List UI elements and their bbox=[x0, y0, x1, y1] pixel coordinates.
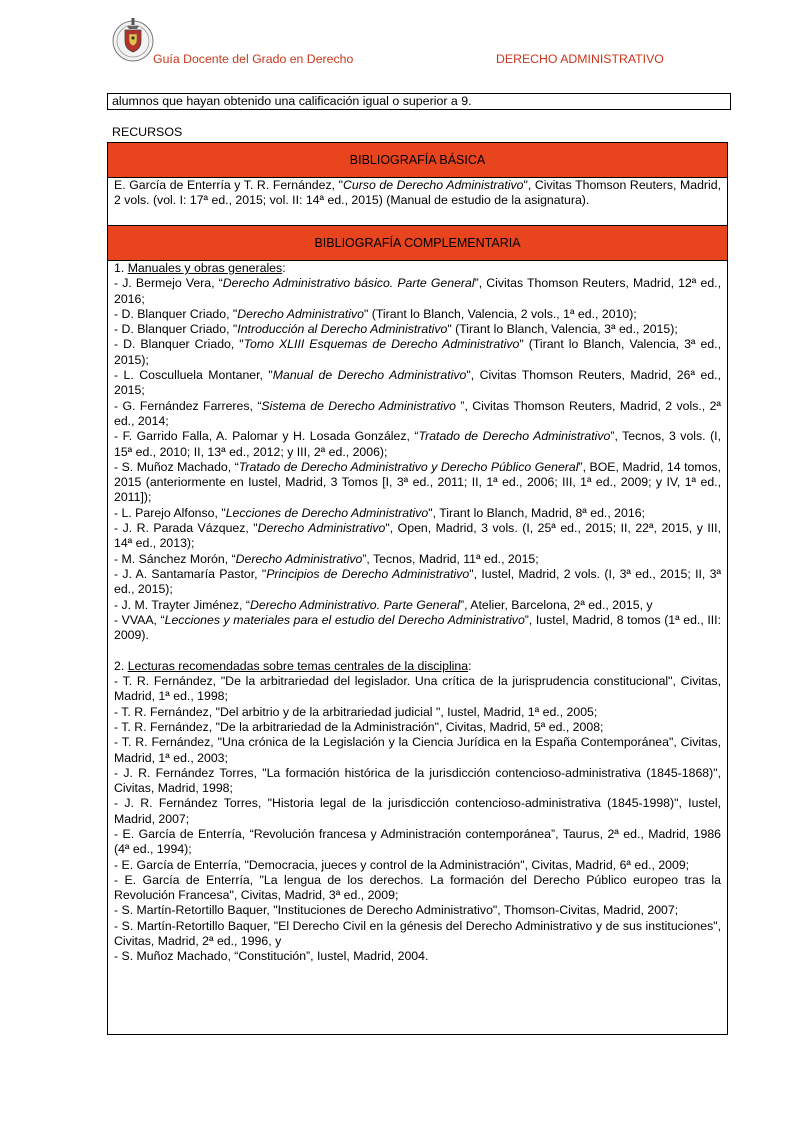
basic-bibliography-body bbox=[108, 178, 728, 226]
reference-entry: - J. R. Parada Vázquez, "Derecho Administrativo", Open, Madrid, 3 vols. (I, 25ª ed., 2015; II, 22ª, 2015, y III, 14ª ed., 2013); bbox=[114, 521, 722, 551]
section-2-list bbox=[114, 674, 721, 965]
complementary-bibliography-body bbox=[108, 261, 728, 1035]
reading-entry: - J. R. Fernández Torres, "La formación histórica de la jurisdicción contencioso-administrativa (1845-1868)", Civitas, Madrid, 1998; bbox=[114, 765, 721, 796]
reference-entry: - VVAA, “Lecciones y materiales para el estudio del Derecho Administrativo”, Iustel, Madrid, 8 tomos (1ª ed., III: 2009). bbox=[114, 612, 721, 643]
section-2-heading: 2. Lecturas recomendadas sobre temas centrales de la disciplina: bbox=[114, 658, 472, 673]
basic-heading-text: BIBLIOGRAFÍA BÁSICA bbox=[349, 153, 486, 167]
reading-entry: - T. R. Fernández, "De la arbitrariedad del legislador. Una crítica de la jurisprudencia constitucional", Civitas, Madrid, 1ª ed., 1998; bbox=[114, 674, 721, 704]
reading-entry: - T. R. Fernández, "De la arbitrariedad de la Administración", Civitas, Madrid, 5ª ed., 2008; bbox=[114, 719, 604, 734]
section-1-title: Manuales y obras generales bbox=[127, 261, 283, 275]
basic-bibliography-heading bbox=[108, 143, 728, 178]
reference-entry: - M. Sánchez Morón, “Derecho Administrativo”, Tecnos, Madrid, 11ª ed., 2015; bbox=[114, 551, 539, 566]
basic-entry-details: ", Civitas Thomson Reuters, Madrid, 2 vols. (vol. I: 17ª ed., 2015; vol. II: 14ª ed., 2015) (Manual de estudio de la asignatura). bbox=[114, 178, 721, 208]
reading-entry: - S. Muñoz Machado, “Constitución”, Iustel, Madrid, 2004. bbox=[114, 949, 429, 964]
reading-entry: - E. García de Enterría, "La lengua de los derechos. La formación del Derecho Público europeo tras la Revolución Francesa", Civitas, Madrid, 3ª ed., 2009; bbox=[114, 872, 721, 903]
reading-entry: - S. Martín-Retortillo Baquer, "Instituciones de Derecho Administrativo", Thomson-Civitas, Madrid, 2007; bbox=[114, 903, 679, 918]
reading-entry: - J. R. Fernández Torres, "Historia legal de la jurisdicción contencioso-administrativa (1845-1998)", Iustel, Madrid, 2007; bbox=[114, 796, 721, 826]
reference-entry: - D. Blanquer Criado, "Derecho Administrativo" (Tirant lo Blanch, Valencia, 2 vols., 1ª ed., 2010); bbox=[114, 306, 637, 321]
reference-entry: - L. Parejo Alfonso, "Lecciones de Derecho Administrativo", Tirant lo Blanch, Madrid, 8ª ed., 2016; bbox=[114, 505, 645, 520]
reading-entry: - T. R. Fernández, "Del arbitrio y de la arbitrariedad judicial ", Iustel, Madrid, 1ª ed., 2005; bbox=[114, 704, 598, 719]
basic-entry-title: Curso de Derecho Administrativo bbox=[342, 178, 524, 192]
reference-entry: - L. Cosculluela Montaner, "Manual de Derecho Administrativo", Civitas Thomson Reuters, Madrid, 26ª ed., 2015; bbox=[114, 368, 721, 398]
reading-entry: - T. R. Fernández, "Una crónica de la Legislación y la Ciencia Jurídica en la España Contemporánea", Civitas, Madrid, 1ª ed., 2003; bbox=[114, 735, 721, 765]
reference-entry: - F. Garrido Falla, A. Palomar y H. Losada González, “Tratado de Derecho Administrativo”, Tecnos, 3 vols. (I, 15ª ed., 2010; II, 13ª ed., 2012; y III, 2ª ed., 2006); bbox=[114, 429, 721, 459]
reference-entry: - J. Bermejo Vera, “Derecho Administrativo básico. Parte General”, Civitas Thomson Reuters, Madrid, 12ª ed., 2016; bbox=[114, 276, 721, 306]
section-2-title: Lecturas recomendadas sobre temas centrales de la disciplina bbox=[127, 658, 469, 673]
continuation-text: alumnos que hayan obtenido una calificación igual o superior a 9. bbox=[112, 94, 472, 108]
reference-entry: - J. M. Trayter Jiménez, “Derecho Administrativo. Parte General”, Atelier, Barcelona, 2ª ed., 2015, y bbox=[114, 597, 653, 612]
complementary-heading-text: BIBLIOGRAFÍA COMPLEMENTARIA bbox=[314, 236, 521, 250]
complementary-bibliography-heading bbox=[108, 226, 728, 261]
reference-entry: - D. Blanquer Criado, "Tomo XLIII Esquemas de Derecho Administrativo" (Tirant lo Blanch, Valencia, 3ª ed., 2015); bbox=[114, 337, 721, 367]
basic-entry-author: E. García de Enterría y T. R. Fernández, " bbox=[114, 178, 343, 192]
university-seal-logo bbox=[111, 16, 155, 64]
reference-entry: - G. Fernández Farreres, “Sistema de Derecho Administrativo ”, Civitas Thomson Reuters, Madrid, 2 vols., 2ª ed., 2014; bbox=[114, 398, 721, 428]
header-subject-title: DERECHO ADMINISTRATIVO bbox=[496, 52, 664, 66]
reference-entry: - D. Blanquer Criado, "Introducción al Derecho Administrativo" (Tirant lo Blanch, Valencia, 3ª ed., 2015); bbox=[114, 322, 678, 337]
header-guide-title: Guía Docente del Grado en Derecho bbox=[153, 52, 354, 66]
reference-entry: - J. A. Santamaría Pastor, "Principios de Derecho Administrativo", Iustel, Madrid, 2 vols. (I, 3ª ed., 2015; II, 3ª ed., 2015); bbox=[114, 566, 721, 597]
resources-label: RECURSOS bbox=[112, 125, 183, 139]
section-1-list bbox=[114, 276, 721, 643]
resources-table bbox=[107, 142, 728, 1035]
previous-section-continuation bbox=[107, 93, 731, 110]
reading-entry: - E. García de Enterría, "Democracia, jueces y control de la Administración", Civitas, Madrid, 6ª ed., 2009; bbox=[114, 857, 690, 872]
reading-entry: - S. Martín-Retortillo Baquer, "El Derecho Civil en la génesis del Derecho Administrativo y de sus instituciones", Civitas, Madrid, 2ª ed., 1996, y bbox=[114, 918, 721, 949]
reference-entry: - S. Muñoz Machado, “Tratado de Derecho Administrativo y Derecho Público General”, BOE, Madrid, 14 tomos, 2015 (anteriormente en Iustel, Madrid, 3 Tomos [I, 3ª ed., 2011; II, 1ª ed., 2006; III, 1ª ed., 2009; y IV, 1ª ed., 2011]); bbox=[114, 459, 721, 505]
section-1-heading: 1. Manuales y obras generales: bbox=[114, 261, 286, 275]
reading-entry: - E. García de Enterría, “Revolución francesa y Administración contemporánea”, Taurus, 2ª ed., Madrid, 1986 (4ª ed., 1994); bbox=[114, 826, 721, 857]
